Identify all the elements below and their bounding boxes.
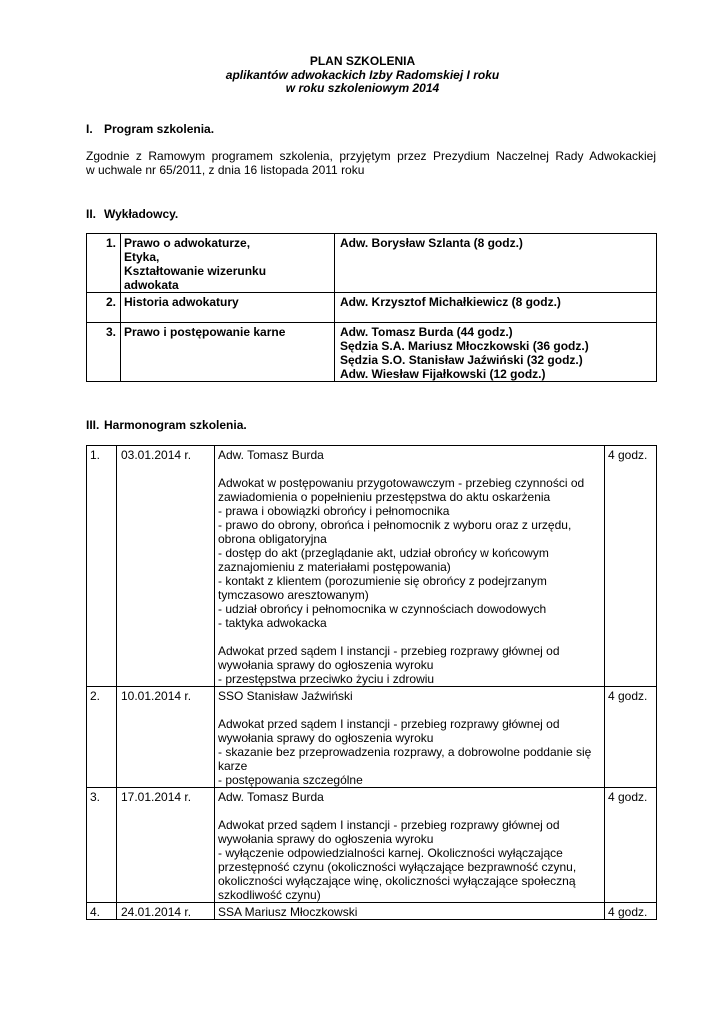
schedule-row-number: 3. bbox=[87, 788, 117, 903]
schedule-row-hours: 4 godz. bbox=[605, 903, 657, 920]
schedule-row-hours: 4 godz. bbox=[605, 446, 657, 687]
schedule-text-line: przestępność czynu (okoliczności wyłączające bezprawność czynu, bbox=[218, 860, 577, 874]
title-line-2: aplikantów adwokackich Izby Radomskiej I roku bbox=[225, 67, 500, 82]
title-line-1: PLAN SZKOLENIA bbox=[309, 54, 416, 68]
section-3-title: Harmonogram szkolenia. bbox=[104, 418, 247, 432]
paragraph-gap bbox=[218, 630, 604, 644]
schedule-row-content bbox=[215, 687, 605, 788]
schedule-table bbox=[86, 445, 657, 920]
lecturer-row-number: 3. bbox=[87, 323, 121, 382]
schedule-row-content bbox=[215, 446, 605, 687]
lecturer-row-people bbox=[335, 323, 657, 382]
lecturer-name: Sędzia S.O. Stanisław Jaźwiński (32 godz.) bbox=[340, 353, 583, 367]
section-2-title: Wykładowcy. bbox=[104, 207, 179, 221]
schedule-row bbox=[87, 687, 657, 788]
lecturer-row bbox=[87, 293, 657, 323]
schedule-row-date: 03.01.2014 r. bbox=[117, 446, 215, 687]
document-title bbox=[0, 55, 725, 96]
schedule-text-line: - przestępstwa przeciwko życiu i zdrowiu bbox=[218, 672, 435, 686]
schedule-text-line: szkodliwość czynu) bbox=[218, 888, 321, 902]
lecturer-name: Adw. Wiesław Fijałkowski (12 godz.) bbox=[340, 367, 546, 381]
schedule-row-date: 24.01.2014 r. bbox=[117, 903, 215, 920]
topic-line: Prawo i postępowanie karne bbox=[124, 325, 286, 339]
section-1-text-line-1: Zgodnie z Ramowym programem szkolenia, przyjętym przez Prezydium Naczelnej Rady Adwokackiej bbox=[86, 149, 656, 163]
title-line-3: w roku szkoleniowym 2014 bbox=[285, 81, 440, 95]
lecturer-name: Adw. Borysław Szlanta (8 godz.) bbox=[340, 236, 523, 250]
topic-line: Kształtowanie wizerunku bbox=[124, 264, 267, 278]
schedule-text-line: - prawa i obowiązki obrońcy i pełnomocnika bbox=[218, 504, 450, 518]
schedule-text-line: obrona obligatoryjna bbox=[218, 532, 327, 546]
schedule-text-line: - postępowania szczególne bbox=[218, 773, 363, 787]
lecturer-row-number: 2. bbox=[87, 293, 121, 323]
schedule-text-line: - skazanie bez przeprowadzenia rozprawy, a dobrowolne poddanie się bbox=[218, 745, 592, 759]
schedule-lecturer: Adw. Tomasz Burda bbox=[218, 448, 324, 462]
paragraph-gap bbox=[218, 462, 604, 476]
schedule-text-line: - kontakt z klientem (porozumienie się obrońcy z podejrzanym bbox=[218, 574, 547, 588]
schedule-row-hours: 4 godz. bbox=[605, 687, 657, 788]
section-1-number: I. bbox=[86, 122, 93, 136]
schedule-text-line: Adwokat przed sądem I instancji - przebieg rozprawy głównej od bbox=[218, 818, 560, 832]
topic-line: Etyka, bbox=[124, 250, 160, 264]
schedule-row-content bbox=[215, 903, 605, 920]
schedule-text-line: - wyłączenie odpowiedzialności karnej. Okoliczności wyłączające bbox=[218, 846, 563, 860]
schedule-text-line: zawiadomienia o popełnieniu przestępstwa do aktu oskarżenia bbox=[218, 490, 551, 504]
section-1-heading bbox=[86, 122, 214, 136]
schedule-row-number: 4. bbox=[87, 903, 117, 920]
section-3-heading bbox=[86, 418, 247, 432]
schedule-text-line: okoliczności wyłączające winę, okoliczności wyłączające społeczną bbox=[218, 874, 576, 888]
schedule-text-line: - dostęp do akt (przeglądanie akt, udział obrońcy w końcowym bbox=[218, 546, 549, 560]
schedule-text-line: - udział obrońcy i pełnomocnika w czynnościach dowodowych bbox=[218, 602, 547, 616]
lecturer-row bbox=[87, 323, 657, 382]
schedule-text-line: wywołania sprawy do ogłoszenia wyroku bbox=[218, 832, 434, 846]
schedule-text-line: karze bbox=[218, 759, 248, 773]
schedule-text-line: Adwokat przed sądem I instancji - przebieg rozprawy głównej od bbox=[218, 644, 560, 658]
schedule-row bbox=[87, 446, 657, 687]
schedule-row-number: 1. bbox=[87, 446, 117, 687]
lecturer-row-people bbox=[335, 293, 657, 323]
schedule-row-hours: 4 godz. bbox=[605, 788, 657, 903]
topic-line: Prawo o adwokaturze, bbox=[124, 236, 251, 250]
section-1-text-line-2: w uchwale nr 65/2011, z dnia 16 listopada 2011 roku bbox=[86, 163, 365, 177]
schedule-lecturer: Adw. Tomasz Burda bbox=[218, 790, 324, 804]
section-3-number: III. bbox=[86, 418, 100, 432]
lecturer-row-number: 1. bbox=[87, 234, 121, 293]
lecturer-name: Adw. Krzysztof Michałkiewicz (8 godz.) bbox=[340, 295, 561, 309]
lecturer-name: Sędzia S.A. Mariusz Młoczkowski (36 godz.) bbox=[340, 339, 589, 353]
schedule-lecturer: SSA Mariusz Młoczkowski bbox=[218, 905, 358, 919]
lecturer-row-topic bbox=[121, 234, 335, 293]
schedule-text-line: - prawo do obrony, obrońca i pełnomocnik z wyboru oraz z urzędu, bbox=[218, 518, 572, 532]
lecturer-row-topic bbox=[121, 293, 335, 323]
schedule-text-line: zaznajomieniu z materiałami postępowania) bbox=[218, 560, 451, 574]
schedule-row-date: 17.01.2014 r. bbox=[117, 788, 215, 903]
schedule-text-line: tymczasowo aresztowanym) bbox=[218, 588, 369, 602]
lecturer-name: Adw. Tomasz Burda (44 godz.) bbox=[340, 325, 513, 339]
section-2-heading bbox=[86, 207, 178, 221]
schedule-text-line: - taktyka adwokacka bbox=[218, 616, 327, 630]
schedule-text-line: wywołania sprawy do ogłoszenia wyroku bbox=[218, 658, 434, 672]
lecturer-row-people bbox=[335, 234, 657, 293]
schedule-row bbox=[87, 903, 657, 920]
lecturer-row-topic bbox=[121, 323, 335, 382]
lecturers-table bbox=[86, 233, 657, 382]
topic-line: adwokata bbox=[124, 278, 179, 292]
schedule-text-line: Adwokat w postępowaniu przygotowawczym - przebieg czynności od bbox=[218, 476, 585, 490]
schedule-row-number: 2. bbox=[87, 687, 117, 788]
topic-line: Historia adwokatury bbox=[124, 295, 239, 309]
section-1-text bbox=[86, 149, 656, 177]
schedule-text-line: wywołania sprawy do ogłoszenia wyroku bbox=[218, 731, 434, 745]
section-2-number: II. bbox=[86, 207, 97, 221]
schedule-row bbox=[87, 788, 657, 903]
paragraph-gap bbox=[218, 804, 604, 818]
schedule-lecturer: SSO Stanisław Jaźwiński bbox=[218, 689, 353, 703]
section-1-title: Program szkolenia. bbox=[104, 122, 215, 136]
lecturer-row bbox=[87, 234, 657, 293]
schedule-text-line: Adwokat przed sądem I instancji - przebieg rozprawy głównej od bbox=[218, 717, 560, 731]
paragraph-gap bbox=[218, 703, 604, 717]
schedule-row-content bbox=[215, 788, 605, 903]
schedule-row-date: 10.01.2014 r. bbox=[117, 687, 215, 788]
